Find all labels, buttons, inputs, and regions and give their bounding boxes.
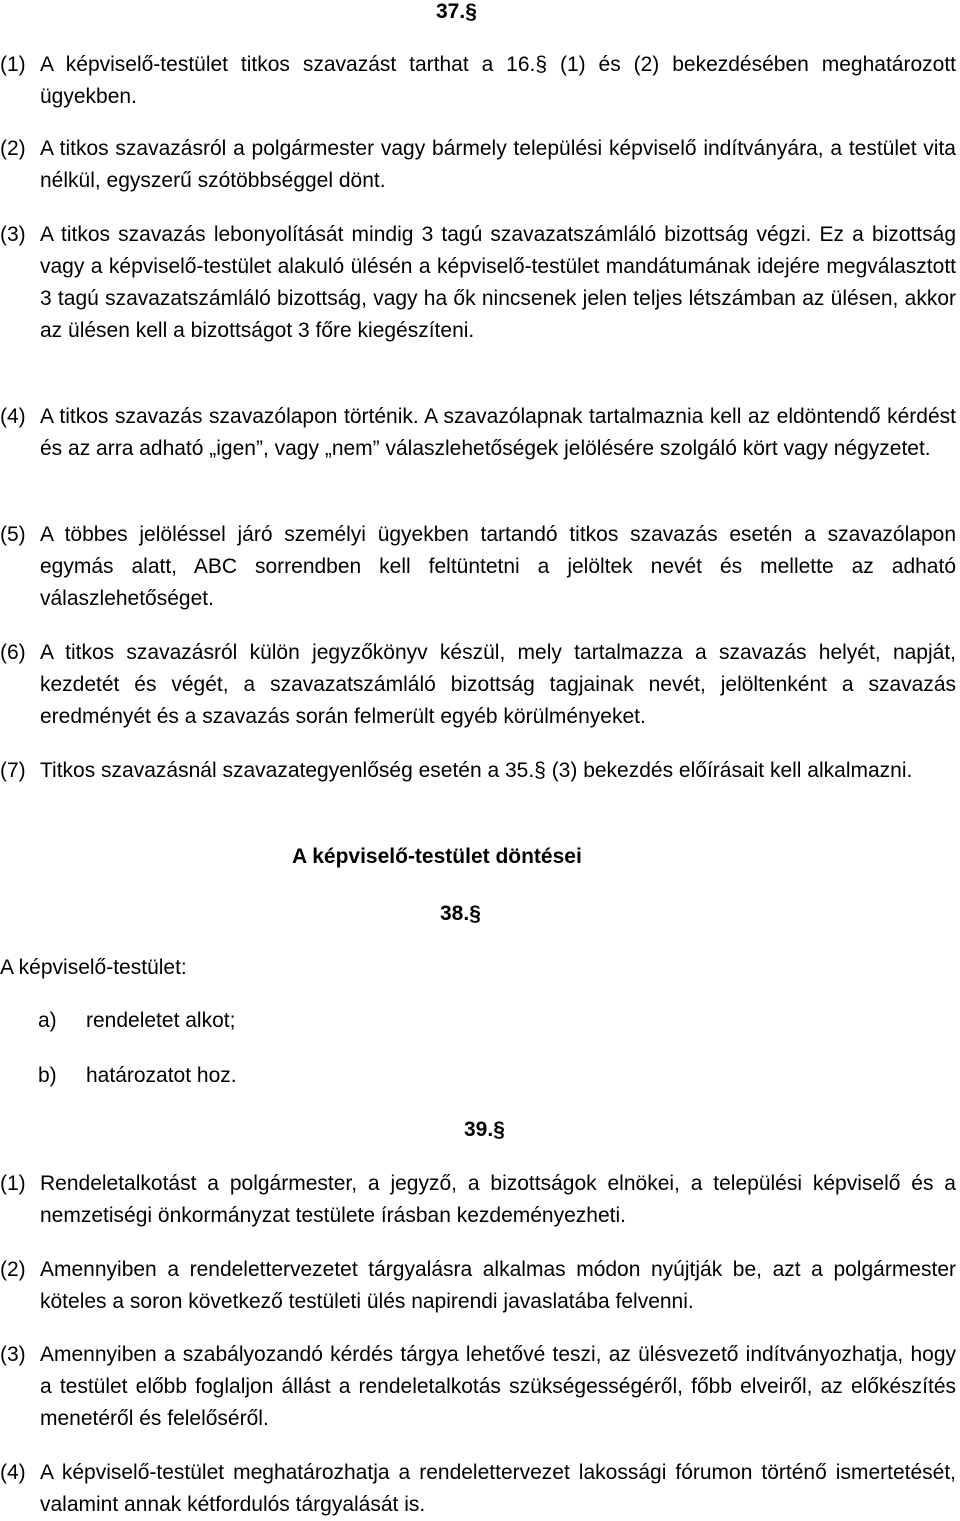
section-37-paragraph-7 bbox=[0, 755, 956, 787]
paragraph-number: (4) bbox=[0, 1461, 26, 1484]
paragraph-number: (3) bbox=[0, 223, 26, 246]
section-39-paragraph-3 bbox=[0, 1339, 956, 1435]
section-37-title: 37.§ bbox=[436, 0, 477, 23]
section-38-intro: A képviselő-testület: bbox=[0, 956, 187, 979]
paragraph-number: (2) bbox=[0, 137, 26, 160]
section-39-title: 39.§ bbox=[464, 1118, 505, 1141]
paragraph-text: A képviselő-testület meghatározhatja a rendelettervezet lakossági fórumon történő ismertetését, valamint annak kétfordulós tárgyalását is. bbox=[40, 1461, 956, 1516]
paragraph-text: A képviselő-testület titkos szavazást tarthat a 16.§ (1) és (2) bekezdésében meghatározott ügyekben. bbox=[40, 53, 956, 108]
paragraph-number: (4) bbox=[0, 405, 26, 428]
item-letter: a) bbox=[38, 1009, 57, 1032]
section-39-paragraph-4 bbox=[0, 1457, 956, 1521]
section-37-paragraph-2 bbox=[0, 133, 956, 197]
section-37-paragraph-6 bbox=[0, 637, 956, 733]
paragraph-number: (2) bbox=[0, 1258, 26, 1281]
section-37-paragraph-5 bbox=[0, 519, 956, 615]
section-37-paragraph-4 bbox=[0, 401, 956, 465]
paragraph-text: Titkos szavazásnál szavazategyenlőség esetén a 35.§ (3) bekezdés előírásait kell alkalmazni. bbox=[40, 759, 913, 782]
paragraph-text: A többes jelöléssel járó személyi ügyekben tartandó titkos szavazás esetén a szavazólapon egymás alatt, ABC sorrendben kell feltüntetni a jelöltek nevét és mellette az adható válaszlehetőséget. bbox=[40, 523, 956, 610]
paragraph-number: (6) bbox=[0, 641, 26, 664]
paragraph-number: (7) bbox=[0, 759, 26, 782]
item-text: határozatot hoz. bbox=[86, 1064, 237, 1087]
section-38-item-a bbox=[0, 1005, 235, 1037]
item-letter: b) bbox=[38, 1064, 57, 1087]
paragraph-text: A titkos szavazás lebonyolítását mindig 3 tagú szavazatszámláló bizottság végzi. Ez a bizottság vagy a képviselő-testület alakuló ülésén a képviselő-testület mandátumának idejére megválasztott 3 tagú szavazatszámláló bizottság, vagy ha ők nincsenek jelen teljes létszámban az ülésen, akkor az ülésen kell a bizottságot 3 főre kiegészíteni. bbox=[40, 223, 956, 342]
section-37-paragraph-3 bbox=[0, 219, 956, 347]
paragraph-text: A titkos szavazásról külön jegyzőkönyv készül, mely tartalmazza a szavazás helyét, napját, kezdetét és végét, a szavazatszámláló bizottság tagjainak nevét, jelöltenként a szavazás eredményét és a szavazás során felmerült egyéb körülményeket. bbox=[40, 641, 956, 728]
paragraph-number: (5) bbox=[0, 523, 26, 546]
section-39-paragraph-2 bbox=[0, 1254, 956, 1318]
section-38-item-b bbox=[0, 1060, 237, 1092]
paragraph-number: (3) bbox=[0, 1343, 26, 1366]
paragraph-number: (1) bbox=[0, 53, 26, 76]
chapter-title: A képviselő-testület döntései bbox=[292, 845, 582, 868]
paragraph-number: (1) bbox=[0, 1172, 26, 1195]
item-text: rendeletet alkot; bbox=[86, 1009, 236, 1032]
section-39-paragraph-1 bbox=[0, 1168, 956, 1232]
paragraph-text: Amennyiben a szabályozandó kérdés tárgya lehetővé teszi, az ülésvezető indítványozhatja, hogy a testület előbb foglaljon állást a rendeletalkotás szükségességéről, főbb elveiről, az előkészítés menetéről és felelőséről. bbox=[40, 1343, 956, 1430]
paragraph-text: A titkos szavazás szavazólapon történik. A szavazólapnak tartalmaznia kell az eldöntendő kérdést és az arra adható „igen”, vagy „nem” válaszlehetőségek jelölésére szolgáló kört vagy négyzetet. bbox=[40, 405, 956, 460]
section-38-title: 38.§ bbox=[440, 902, 481, 925]
paragraph-text: A titkos szavazásról a polgármester vagy bármely települési képviselő indítványára, a testület vita nélkül, egyszerű szótöbbséggel dönt. bbox=[40, 137, 956, 192]
paragraph-text: Rendeletalkotást a polgármester, a jegyző, a bizottságok elnökei, a települési képviselő és a nemzetiségi önkormányzat testülete írásban kezdeményezheti. bbox=[40, 1172, 956, 1227]
paragraph-text: Amennyiben a rendelettervezetet tárgyalásra alkalmas módon nyújtják be, azt a polgármester köteles a soron következő testületi ülés napirendi javaslatába felvenni. bbox=[40, 1258, 956, 1313]
section-37-paragraph-1 bbox=[0, 49, 956, 113]
